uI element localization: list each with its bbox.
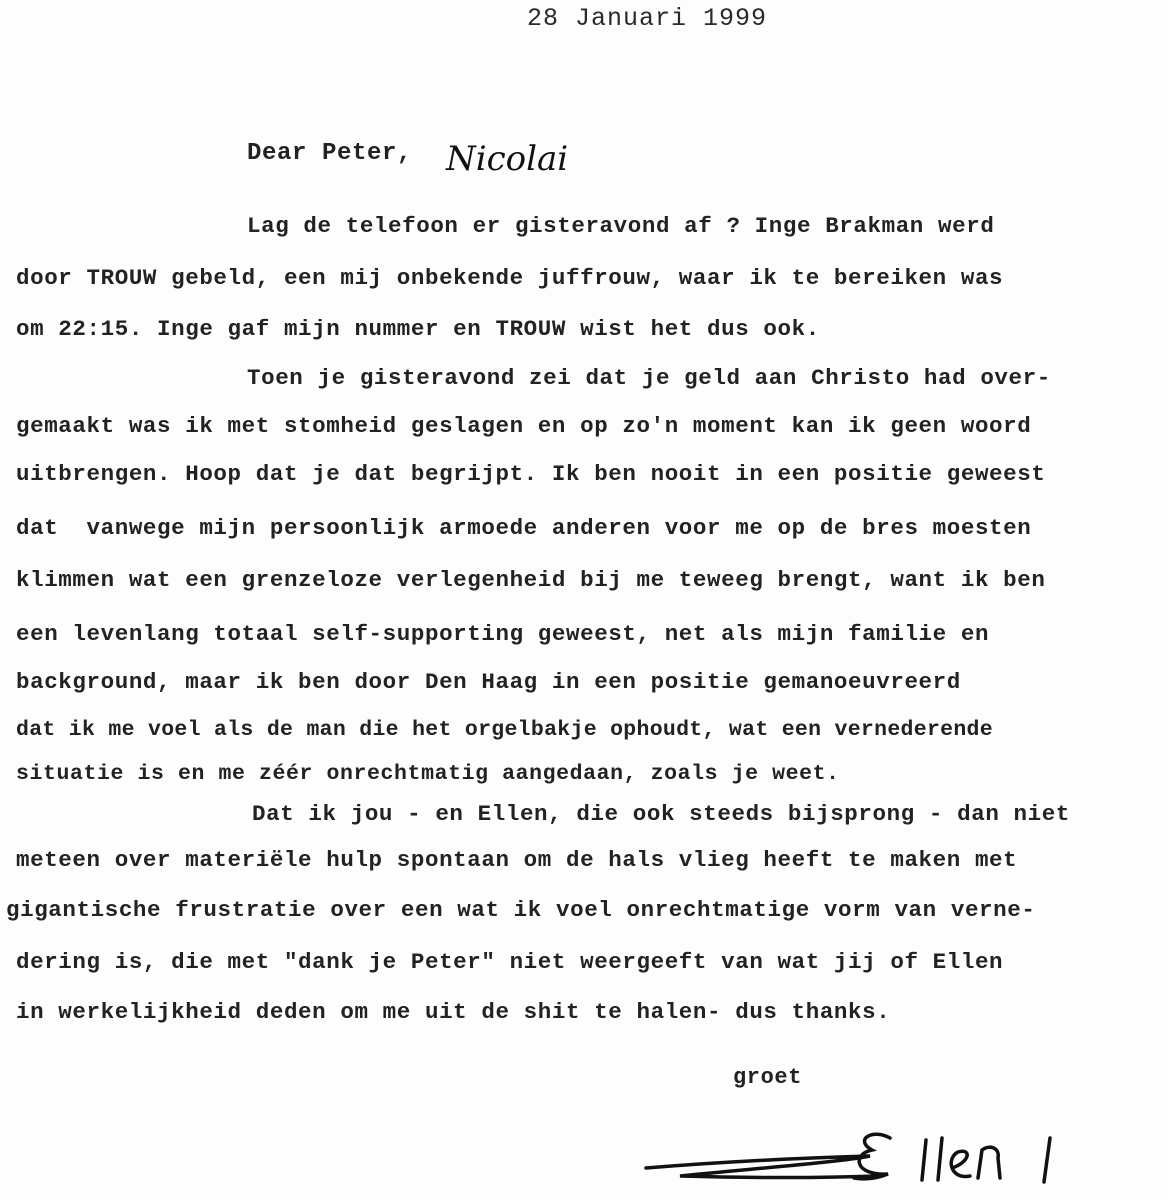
letter-line: Lag de telefoon er gisteravond af ? Inge Brakman werd [247,213,995,239]
handwritten-name [444,136,594,180]
letter-line: Toen je gisteravond zei dat je geld aan Christo had over- [247,365,1051,391]
letter-line: dering is, die met "dank je Peter" niet weergeeft van wat jij of Ellen [16,949,1004,975]
letter-line: in werkelijkheid deden om me uit de shit te halen- dus thanks. [16,999,891,1025]
letter-line: door TROUW gebeld, een mij onbekende juffrouw, waar ik te bereiken was [16,265,1004,291]
closing: groet [733,1065,803,1090]
letter-line: meteen over materiële hulp spontaan om de hals vlieg heeft te maken met [16,847,1018,873]
signature-image [640,1118,1100,1200]
handwritten-name-text: Nicolai [446,139,569,179]
letter-line: gemaakt was ik met stomheid geslagen en op zo'n moment kan ik geen woord [16,413,1032,439]
letter-line: uitbrengen. Hoop dat je dat begrijpt. Ik ben nooit in een positie geweest [16,461,1046,487]
letter-line: situatie is en me zéér onrechtmatig aangedaan, zoals je weet. [16,762,840,786]
letter-line: background, maar ik ben door Den Haag in een positie gemanoeuvreerd [16,669,961,695]
salutation: Dear Peter, [247,140,413,167]
letter-line: dat vanwege mijn persoonlijk armoede anderen voor me op de bres moesten [16,515,1032,541]
letter-line: dat ik me voel als de man die het orgelbakje ophoudt, wat een vernederende [16,718,993,742]
letter-line: klimmen wat een grenzeloze verlegenheid bij me teweeg brengt, want ik ben [16,567,1046,593]
letter-date: 28 Januari 1999 [527,4,768,33]
letter-line: Dat ik jou - en Ellen, die ook steeds bijsprong - dan niet [252,801,1070,827]
letter-line: een levenlang totaal self-supporting geweest, net als mijn familie en [16,621,990,647]
letter-line: om 22:15. Inge gaf mijn nummer en TROUW wist het dus ook. [16,316,820,342]
letter-line: gigantische frustratie over een wat ik voel onrechtmatige vorm van verne- [6,897,1036,923]
